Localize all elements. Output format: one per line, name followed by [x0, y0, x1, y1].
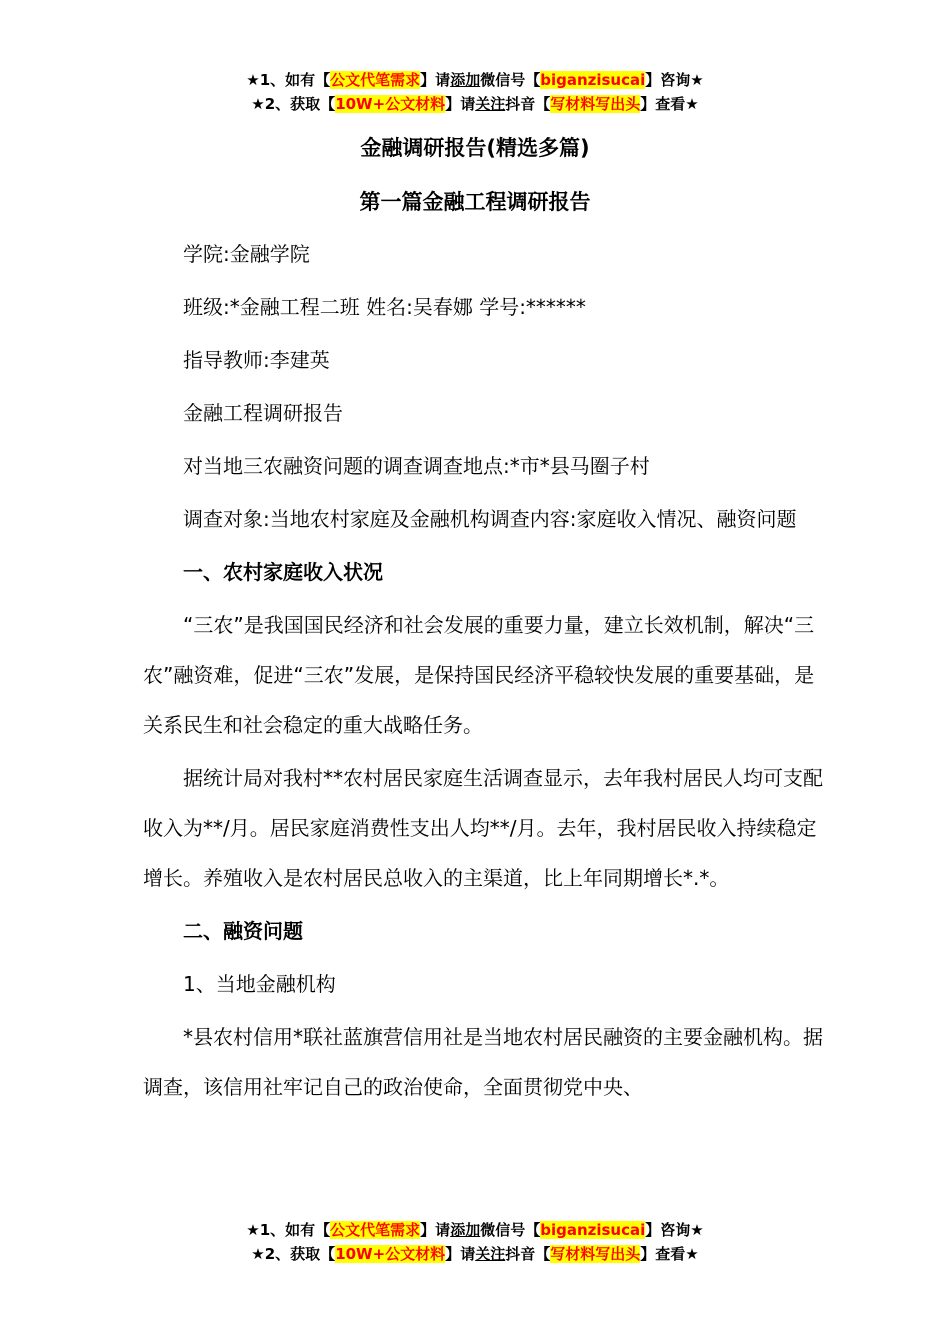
document-subtitle: 第一篇金融工程调研报告 [359, 190, 591, 214]
document-title: 金融调研报告(精选多篇) [360, 136, 590, 160]
advisor-line: 指导教师:李建英 [183, 348, 330, 372]
class-info-line: 班级:*金融工程二班 姓名:吴春娜 学号:****** [183, 295, 586, 319]
subsection-heading-1: 1、当地金融机构 [183, 972, 336, 996]
banner-line-2: ★2、获取【10W+公文材料】请关注抖音【写材料写出头】查看★ [251, 95, 699, 113]
paragraph-credit-union: *县农村信用*联社蓝旗营信用社是当地农村居民融资的主要金融机构。据调查，该信用社牢记自己的政治使命，全面贯彻党中央、 [143, 1025, 823, 1099]
college-line: 学院:金融学院 [183, 242, 310, 266]
paragraph-statistics: 据统计局对我村**农村居民家庭生活调查显示，去年我村居民人均可支配收入为**/月。居民家庭消费性支出人均**/月。去年，我村居民收入持续稳定增长。养殖收入是农村居民总收入的主渠道，比上年同期增长*.*。 [143, 766, 823, 890]
section-heading-1: 一、农村家庭收入状况 [183, 560, 383, 584]
banner-line-1-bottom: ★1、如有【公文代笔需求】请添加微信号【biganzisucai】咨询★ [246, 1221, 704, 1239]
banner-line-2-bottom: ★2、获取【10W+公文材料】请关注抖音【写材料写出头】查看★ [251, 1245, 699, 1263]
paragraph-sannong: “三农”是我国国民经济和社会发展的重要力量，建立长效机制，解决“三农”融资难，促进“三农”发展，是保持国民经济平稳较快发展的重要基础，是关系民生和社会稳定的重大战略任务。 [143, 613, 815, 737]
banner-line-1: ★1、如有【公文代笔需求】请添加微信号【biganzisucai】咨询★ [246, 71, 704, 89]
bottom-banner [0, 1218, 950, 1266]
top-banner [0, 68, 950, 116]
document-body [143, 229, 823, 1112]
section-heading-2: 二、融资问题 [183, 919, 303, 943]
location-line: 对当地三农融资问题的调查调查地点:*市*县马圈子村 [183, 454, 650, 478]
target-paragraph: 调查对象:当地农村家庭及金融机构调查内容:家庭收入情况、融资问题 [183, 507, 797, 531]
report-name-line: 金融工程调研报告 [183, 401, 343, 425]
